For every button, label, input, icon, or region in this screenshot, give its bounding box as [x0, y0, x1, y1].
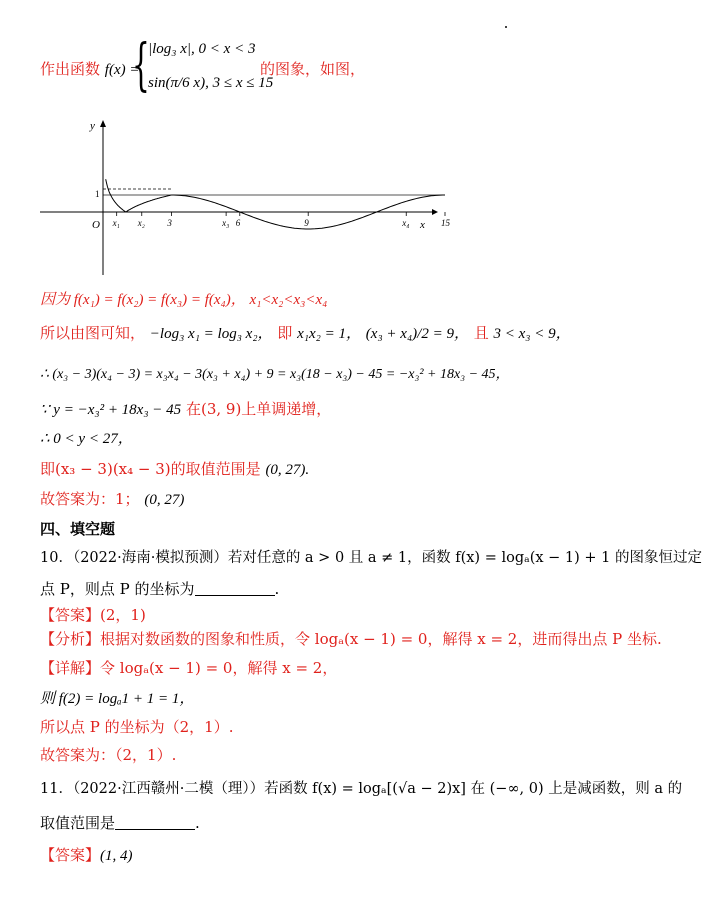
- intro-lead: 作出函数: [40, 60, 101, 78]
- q10-analysis-text: 根据对数函数的图象和性质，令 logₐ(x − 1) = 0，解得 x = 2，进而得出点 P 坐标.: [100, 630, 662, 648]
- solution-line-2: [40, 322, 571, 345]
- l2-e: (x₃ + x₄)/2 = 9，: [365, 326, 469, 342]
- q10-line-2-end: .: [274, 580, 280, 598]
- x-tick-label: x₁: [112, 218, 120, 228]
- intro-tail: 的图象，如图，: [260, 60, 366, 78]
- q11-line-1: 11．（2022·江西赣州·二模（理））若函数 f(x) = logₐ[(√a − 2)x] 在 (−∞, 0) 上是减函数，则 a 的: [40, 781, 683, 797]
- x-tick-label: 6: [235, 218, 241, 228]
- l6-a: 即(x₃ − 3)(x₄ − 3)的取值范围是: [40, 460, 261, 478]
- q10-detail-tag: 【详解】: [40, 659, 101, 677]
- x-axis-label: x: [420, 219, 425, 231]
- intro-line: [40, 58, 139, 81]
- solution-line-1: [40, 288, 327, 311]
- solution-line-6: [40, 458, 309, 481]
- l2-g: 3 < x₃ < 9，: [493, 326, 571, 342]
- q11-answer-value: (1, 4): [100, 848, 133, 864]
- section-heading: 四、填空题: [40, 520, 116, 538]
- q10-analysis-tag: 【分析】: [40, 630, 101, 648]
- l2-b: −log₃ x₁ = log₃ x₂，: [149, 326, 273, 342]
- x-tick-label: 3: [167, 218, 172, 228]
- q11-answer-blank: [115, 815, 195, 830]
- y-tick-label: 1: [95, 189, 100, 199]
- l2-f: 且: [473, 324, 489, 342]
- q11-answer-tag: 【答案】: [40, 846, 101, 864]
- stray-dot: [505, 26, 507, 28]
- x-tick-label: 9: [304, 218, 309, 228]
- solution-line-5: ∴ 0 < y < 27，: [40, 431, 133, 447]
- q10-step-1: 则 f(2) = logₐ1 + 1 = 1，: [40, 691, 195, 707]
- function-graph: [40, 115, 450, 280]
- intro-fx: f(x) =: [104, 62, 140, 78]
- l6-b: (0, 27).: [265, 462, 310, 478]
- y-axis-label: y: [90, 120, 95, 132]
- x-tick-label: x₃: [222, 218, 230, 228]
- l4-b: 在(3, 9)上单调递增，: [185, 400, 332, 418]
- x-axis-arrow: [432, 209, 438, 215]
- piece-case-1: |log₃ x|, 0 < x < 3: [148, 41, 256, 57]
- q10-line-1: 10．（2022·海南·模拟预测）若对任意的 a > 0 且 a ≠ 1，函数 f(x) = logₐ(x − 1) + 1 的图象恒过定: [40, 550, 702, 566]
- piece-case-2: sin(π/6 x), 3 ≤ x ≤ 15: [148, 75, 274, 91]
- l2-a: 所以由图可知，: [40, 324, 146, 342]
- x-tick-label: x₄: [402, 218, 410, 228]
- q10-step-2: 所以点 P 的坐标为（2，1）.: [40, 718, 234, 736]
- q10-analysis: [40, 628, 662, 650]
- q11-line-2-text: 取值范围是: [40, 814, 116, 832]
- l7-a: 故答案为：1；: [40, 490, 140, 508]
- q11-line-2: [40, 812, 200, 834]
- solution-line-7: [40, 488, 184, 511]
- q10-answer-tag: 【答案】: [40, 606, 101, 624]
- q11-answer: [40, 844, 133, 867]
- piecewise-brace: {: [132, 33, 150, 98]
- x-tick-label: x₂: [137, 218, 145, 228]
- q10-line-2: [40, 578, 279, 600]
- q10-answer-blank: [195, 581, 275, 596]
- q11-line-2-end: .: [195, 814, 200, 832]
- solution-line-1-text: 因为 f(x₁) = f(x₂) = f(x₃) = f(x₄)， x₁<x₂<x₃<x₄: [40, 292, 328, 308]
- log-curve: [106, 179, 172, 212]
- y-axis-arrow: [100, 120, 106, 127]
- q10-answer-value: (2，1): [100, 606, 146, 624]
- origin-label: O: [92, 219, 100, 231]
- l2-d: x₁x₂ = 1，: [297, 326, 362, 342]
- q10-detail: [40, 657, 337, 679]
- solution-line-3: ∴ (x₃ − 3)(x₄ − 3) = x₃x₄ − 3(x₃ + x₄) + 9 = x₃(18 − x₃) − 45 = −x₃² + 18x₃ − 45，: [40, 367, 510, 382]
- q10-answer: [40, 604, 146, 626]
- l4-a: ∵ y = −x₃² + 18x₃ − 45: [40, 402, 182, 418]
- q10-detail-text: 令 logₐ(x − 1) = 0，解得 x = 2，: [100, 659, 338, 677]
- x-tick-label: 15: [441, 218, 450, 228]
- solution-line-4: [40, 398, 331, 421]
- q10-line-2-text: 点 P，则点 P 的坐标为: [40, 580, 195, 598]
- l2-c: 即: [277, 324, 293, 342]
- l7-b: (0, 27): [144, 492, 185, 508]
- q10-final: 故答案为：（2，1）.: [40, 746, 177, 764]
